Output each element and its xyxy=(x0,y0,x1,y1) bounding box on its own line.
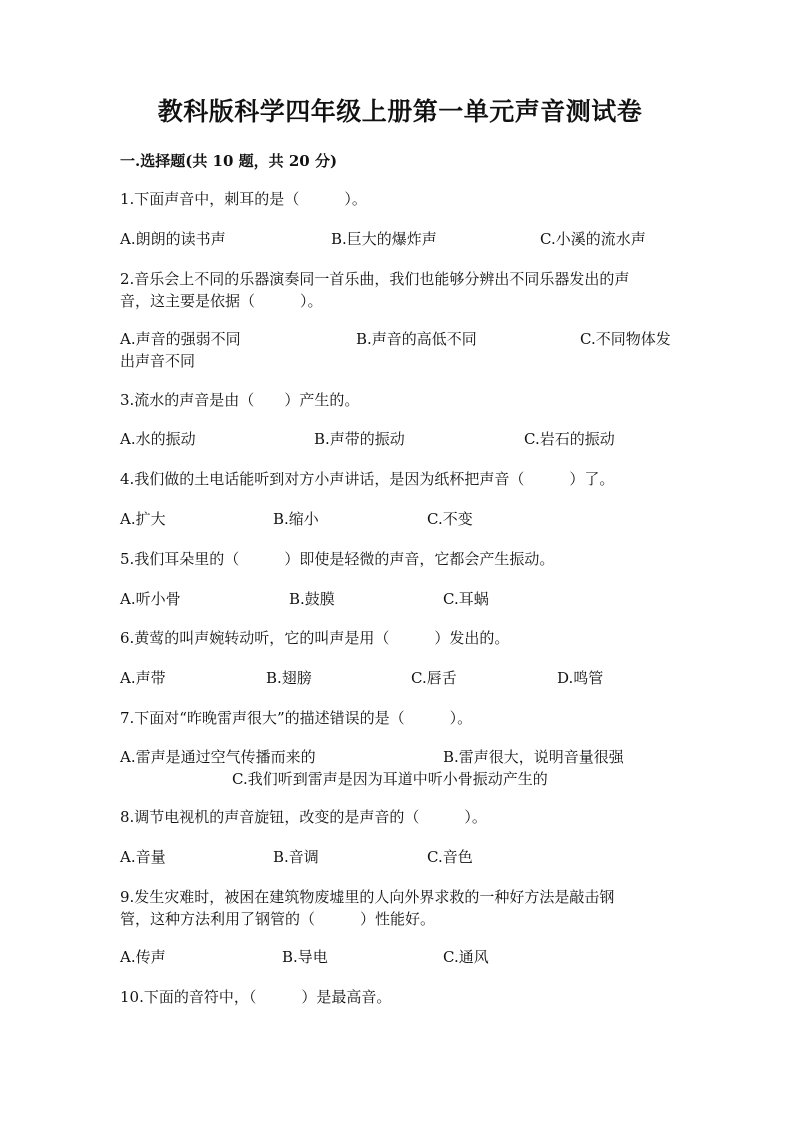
question-2-option-a: A.声音的强弱不同 xyxy=(120,330,241,348)
question-8-option-c: C.音色 xyxy=(427,848,473,866)
question-4-option-c: C.不变 xyxy=(427,510,473,528)
question-5-option-b: B.鼓膜 xyxy=(289,590,335,608)
question-6-option-c: C.唇舌 xyxy=(411,669,457,687)
question-8-option-a: A.音量 xyxy=(120,848,166,866)
question-2-option-c-continued: 出声音不同 xyxy=(120,352,196,370)
question-1-option-b: B.巨大的爆炸声 xyxy=(331,230,437,248)
question-10-text: 10.下面的音符中，（ ）是最高音。 xyxy=(120,988,392,1006)
exam-title: 教科版科学四年级上册第一单元声音测试卷 xyxy=(157,97,643,126)
section-header: 一.选择题(共 10 题，共 20 分) xyxy=(120,152,338,170)
question-7-option-b: B.雷声很大，说明音量很强 xyxy=(443,748,624,766)
question-8-option-b: B.音调 xyxy=(273,848,319,866)
question-6-option-d: D.鸣管 xyxy=(557,669,604,687)
question-6-option-b: B.翅膀 xyxy=(266,669,312,687)
question-1-option-c: C.小溪的流水声 xyxy=(540,230,646,248)
question-5-text: 5.我们耳朵里的（ ）即使是轻微的声音，它都会产生振动。 xyxy=(120,550,555,568)
question-1-option-a: A.朗朗的读书声 xyxy=(120,230,226,248)
question-5-option-a: A.听小骨 xyxy=(120,590,181,608)
question-3-option-b: B.声带的振动 xyxy=(314,430,405,448)
question-6-option-a: A.声带 xyxy=(120,669,166,687)
question-4-option-a: A.扩大 xyxy=(120,510,166,528)
question-3-option-a: A.水的振动 xyxy=(120,430,196,448)
question-8-text: 8.调节电视机的声音旋钮，改变的是声音的（ ）。 xyxy=(120,808,487,826)
question-2-option-c: C.不同物体发 xyxy=(580,330,671,348)
question-2-text-line-1: 2.音乐会上不同的乐器演奏同一首乐曲，我们也能够分辨出不同乐器发出的声 xyxy=(120,270,630,288)
question-1-text: 1.下面声音中，刺耳的是（ ）。 xyxy=(120,190,367,208)
question-4-text: 4.我们做的土电话能听到对方小声讲话，是因为纸杯把声音（ ）了。 xyxy=(120,470,615,488)
question-5-option-c: C.耳蜗 xyxy=(443,590,489,608)
question-9-option-a: A.传声 xyxy=(120,948,166,966)
question-9-text-line-1: 9.发生灾难时，被困在建筑物废墟里的人向外界求救的一种好方法是敲击钢 xyxy=(120,888,615,906)
question-3-option-c: C.岩石的振动 xyxy=(524,430,615,448)
question-7-text: 7.下面对“昨晚雷声很大”的描述错误的是（ ）。 xyxy=(120,709,473,727)
question-6-text: 6.黄莺的叫声婉转动听，它的叫声是用（ ）发出的。 xyxy=(120,629,510,647)
question-9-option-b: B.导电 xyxy=(282,948,328,966)
question-2-text-line-2: 音，这主要是依据（ ）。 xyxy=(120,292,323,310)
question-9-text-line-2: 管，这种方法利用了钢管的（ ）性能好。 xyxy=(120,910,436,928)
question-4-option-b: B.缩小 xyxy=(273,510,319,528)
question-7-option-c: C.我们听到雷声是因为耳道中听小骨振动产生的 xyxy=(232,770,548,788)
question-3-text: 3.流水的声音是由（ ）产生的。 xyxy=(120,391,360,409)
question-7-option-a: A.雷声是通过空气传播而来的 xyxy=(120,748,316,766)
question-9-option-c: C.通风 xyxy=(443,948,489,966)
question-2-option-b: B.声音的高低不同 xyxy=(356,330,477,348)
